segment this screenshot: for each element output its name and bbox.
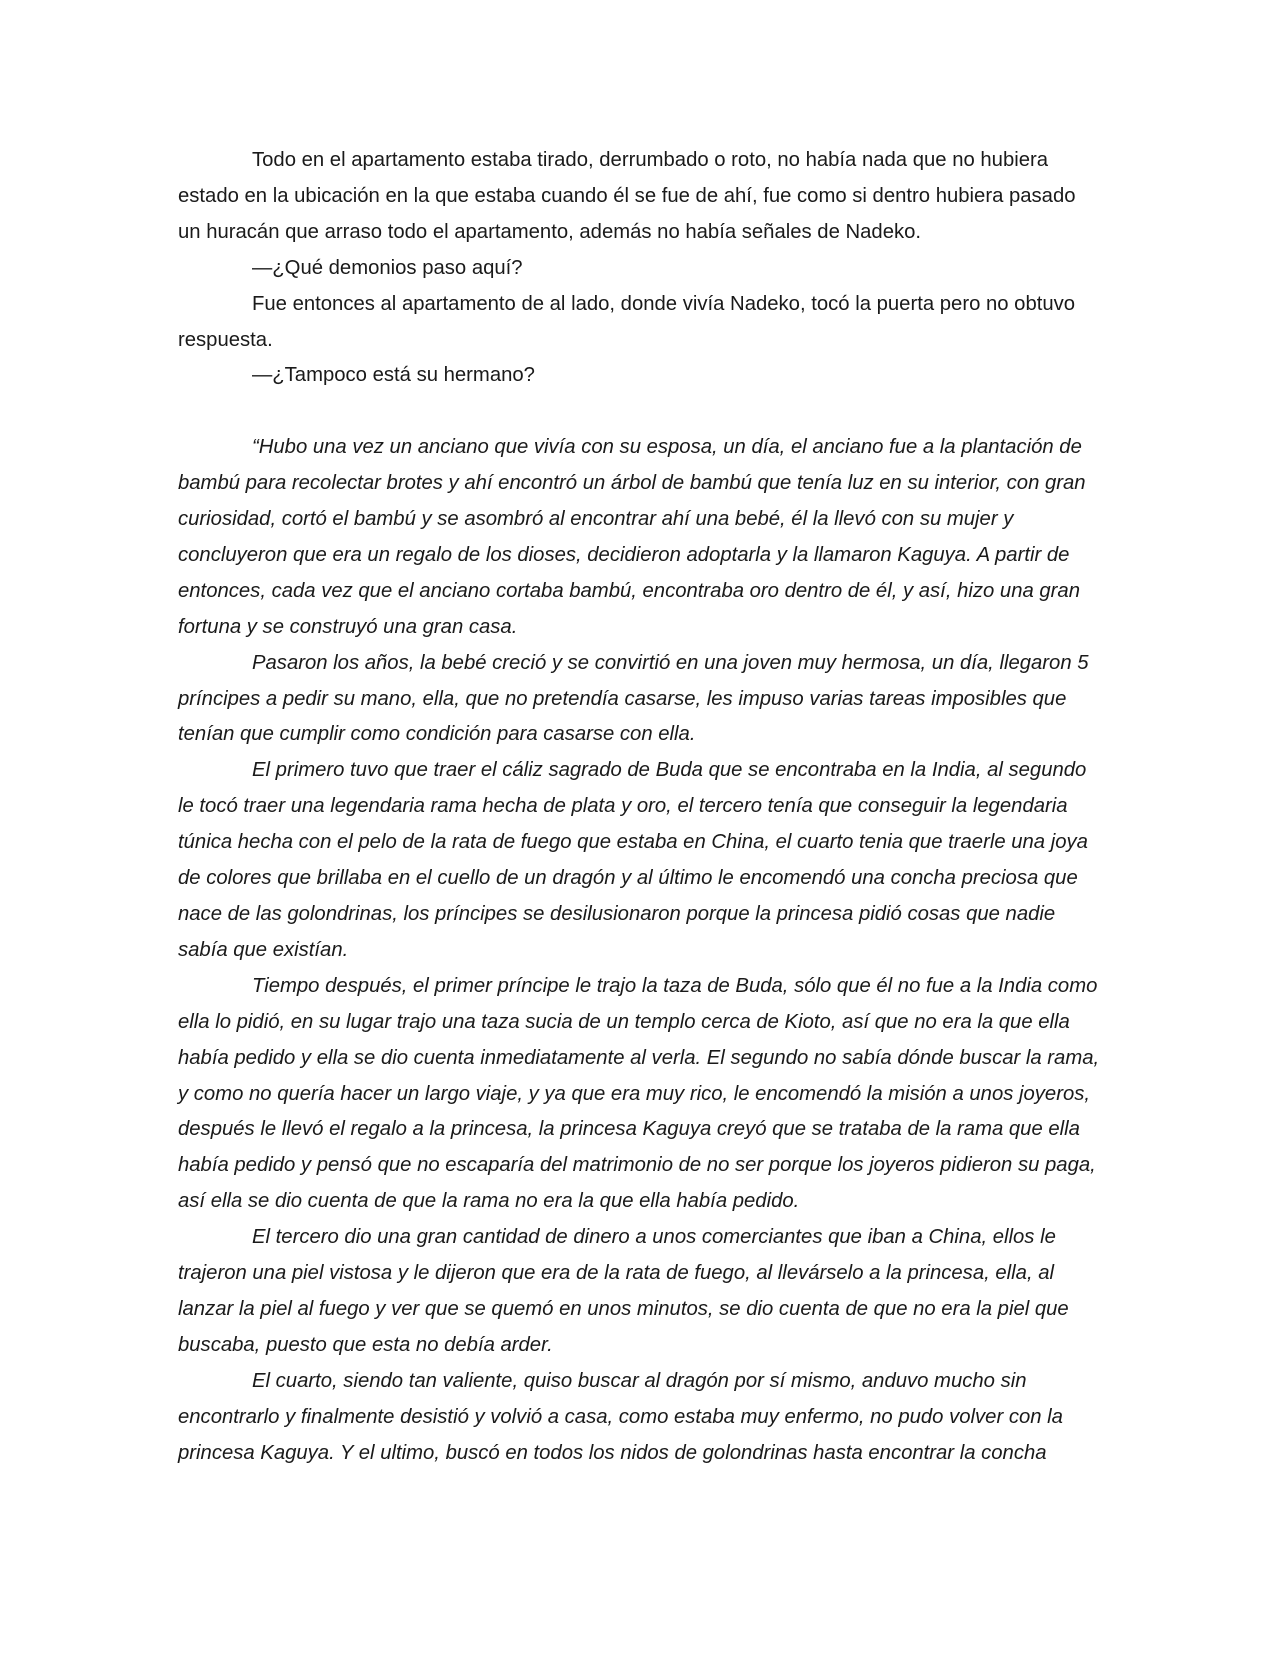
paragraph: Fue entonces al apartamento de al lado, donde vivía Nadeko, tocó la puerta pero no obtuvo respuesta. xyxy=(178,292,1076,351)
story-paragraph: El primero tuvo que traer el cáliz sagrado de Buda que se encontraba en la India, al segundo le tocó traer una legendaria rama hecha de plata y oro, el tercero tenía que conseguir la legendaria túnica hecha con el pelo de la rata de fuego que estaba en China, el cuarto tenia que traerle una joya de colores que brillaba en el cuello de un dragón y al último le encomendó una concha preciosa que nace de las golondrinas, los príncipes se desilusionaron porque la princesa pidió cosas que nadie sabía que existían. xyxy=(178,759,1088,961)
section-break xyxy=(178,394,1102,430)
story-paragraph: Tiempo después, el primer príncipe le trajo la taza de Buda, sólo que él no fue a la India como ella lo pidió, en su lugar trajo una taza sucia de un templo cerca de Kioto, así que no era la que ella había pedido y ella se dio cuenta inmediatamente al verla. El segundo no sabía dónde buscar la rama, y como no quería hacer un largo viaje, y ya que era muy rico, le encomendó la misión a unos joyeros, después le llevó el regalo a la princesa, la princesa Kaguya creyó que se trataba de la rama que ella había pedido y pensó que no escaparía del matrimonio de no ser porque los joyeros pidieron su paga, así ella se dio cuenta de que la rama no era la que ella había pedido. xyxy=(178,974,1100,1213)
story-paragraph: Pasaron los años, la bebé creció y se convirtió en una joven muy hermosa, un día, llegaron 5 príncipes a pedir su mano, ella, que no pretendía casarse, les impuso varias tareas imposibles que tenían que cumplir como condición para casarse con ella. xyxy=(178,651,1089,746)
paragraph: Todo en el apartamento estaba tirado, derrumbado o roto, no había nada que no hubiera estado en la ubicación en la que estaba cuando él se fue de ahí, fue como si dentro hubiera pasado un huracán que arraso todo el apartamento, además no había señales de Nadeko. xyxy=(178,149,1076,243)
dialogue-line: —¿Tampoco está su hermano? xyxy=(252,364,535,387)
story-section xyxy=(178,430,1102,1471)
narrative-section xyxy=(178,143,1102,394)
story-paragraph: El cuarto, siendo tan valiente, quiso buscar al dragón por sí mismo, anduvo mucho sin encontrarlo y finalmente desistió y volvió a casa, como estaba muy enfermo, no pudo volver con la princesa Kaguya. Y el ultimo, buscó en todos los nidos de golondrinas hasta encontrar la concha xyxy=(178,1369,1063,1464)
story-paragraph: El tercero dio una gran cantidad de dinero a unos comerciantes que iban a China, ellos le trajeron una piel vistosa y le dijeron que era de la rata de fuego, al llevárselo a la princesa, ella, al lanzar la piel al fuego y ver que se quemó en unos minutos, se dio cuenta de que no era la piel que buscaba, puesto que esta no debía arder. xyxy=(178,1226,1069,1356)
dialogue-line: —¿Qué demonios paso aquí? xyxy=(252,256,523,279)
document-page xyxy=(178,143,1102,1472)
story-paragraph: “Hubo una vez un anciano que vivía con su esposa, un día, el anciano fue a la plantación de bambú para recolectar brotes y ahí encontró un árbol de bambú que tenía luz en su interior, con gran curiosidad, cortó el bambú y se asombró al encontrar ahí una bebé, él la llevó con su mujer y concluyeron que era un regalo de los dioses, decidieron adoptarla y la llamaron Kaguya. A partir de entonces, cada vez que el anciano cortaba bambú, encontraba oro dentro de él, y así, hizo una gran fortuna y se construyó una gran casa. xyxy=(178,436,1086,638)
